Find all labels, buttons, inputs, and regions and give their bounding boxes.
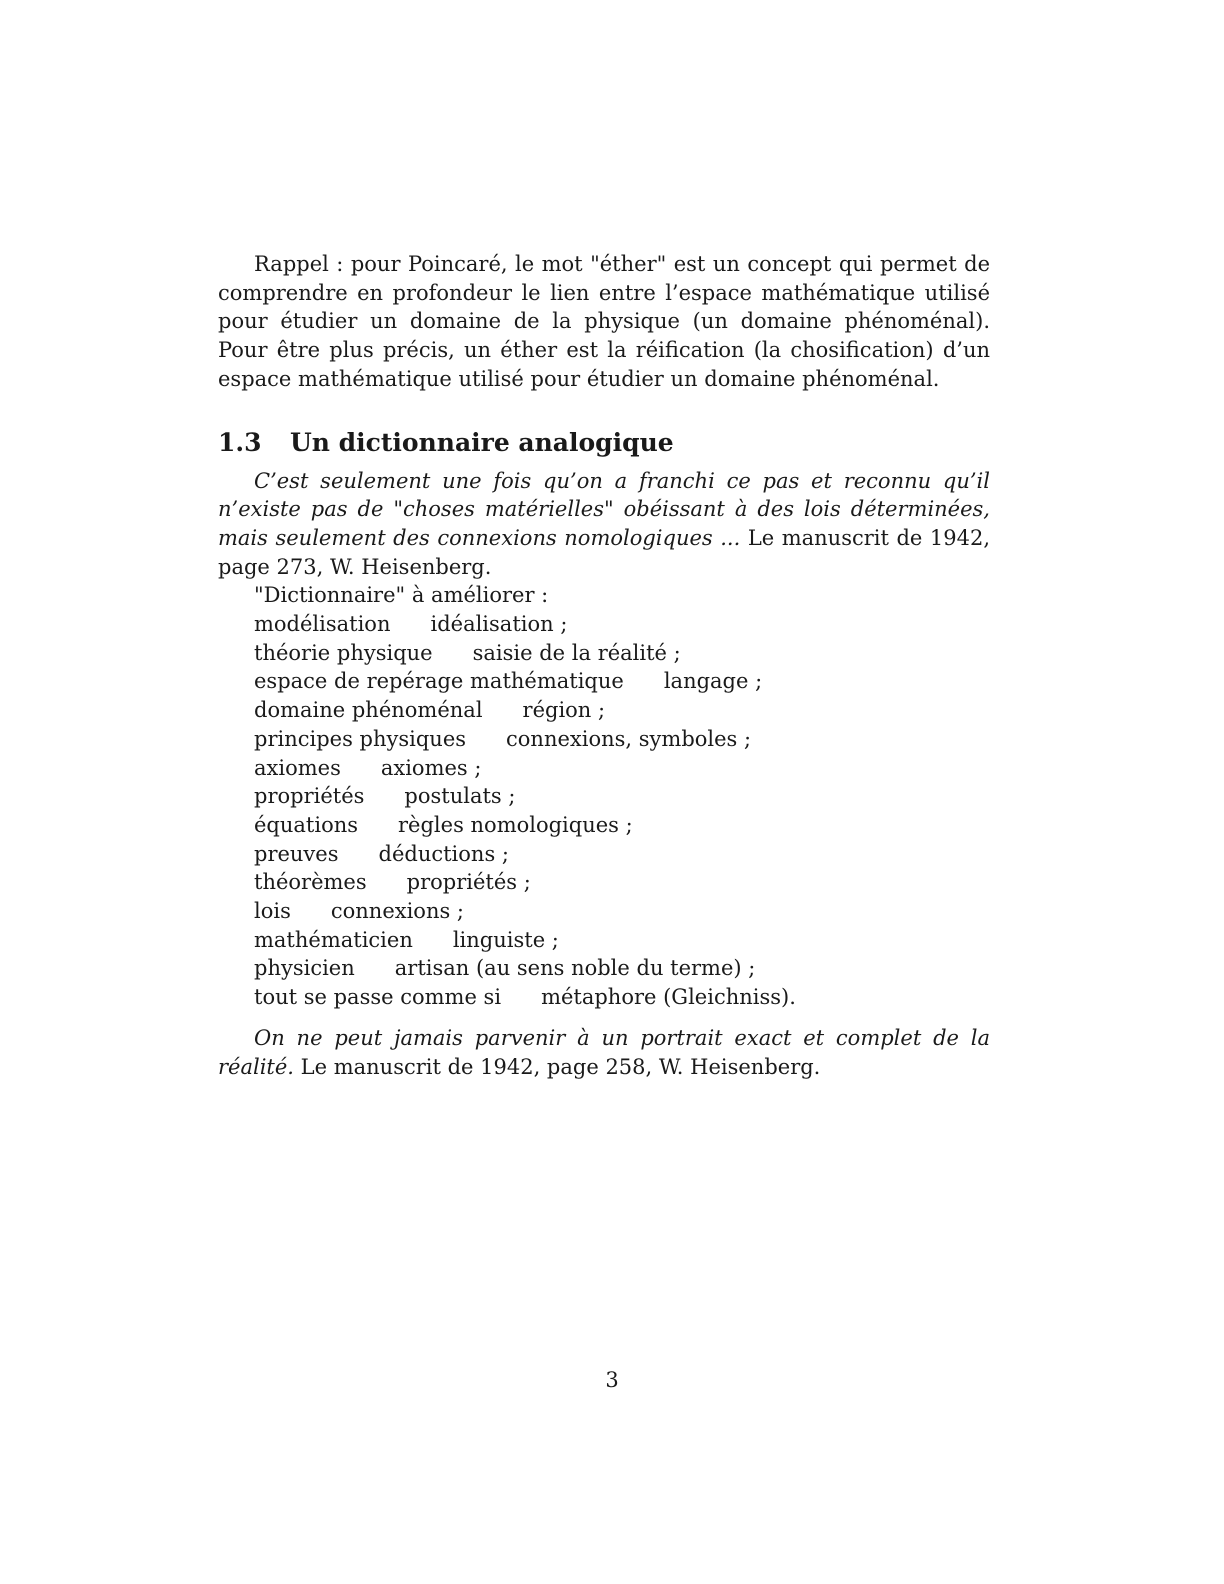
entry-analog: postulats ;	[404, 784, 516, 809]
entry-term: principes physiques	[254, 726, 467, 751]
dictionary-entry	[254, 954, 990, 983]
page-number: 3	[605, 1368, 619, 1392]
dictionary-entry	[254, 782, 990, 811]
entry-analog: langage ;	[663, 669, 763, 694]
section-title: Un dictionnaire analogique	[290, 427, 674, 457]
dictionary-entry	[254, 983, 990, 1012]
entry-term: mathématicien	[254, 927, 413, 952]
entry-term: domaine phénoménal	[254, 698, 483, 723]
section-heading	[218, 428, 990, 457]
dictionary-entry	[254, 840, 990, 869]
dictionary-entry	[254, 897, 990, 926]
entry-term: équations	[254, 812, 359, 837]
dictionary-list	[218, 610, 990, 1012]
section-number: 1.3	[218, 427, 262, 457]
entry-analog: métaphore (Gleichniss).	[541, 985, 796, 1010]
entry-term: espace de repérage mathématique	[254, 669, 624, 694]
dictionary-entry	[254, 926, 990, 955]
entry-term: propriétés	[254, 784, 365, 809]
entry-analog: connexions ;	[330, 899, 464, 924]
entry-analog: artisan (au sens noble du terme) ;	[394, 956, 756, 981]
dictionary-entry	[254, 754, 990, 783]
entry-analog: linguiste ;	[452, 927, 559, 952]
quote-2-text: On ne peut jamais parvenir à un portrait exact et complet de la réalité.	[218, 1025, 990, 1079]
quote-1-text: C’est seulement une fois qu’on a franchi ce pas et reconnu qu’il n’existe pas de "choses matérielles" obéissant à des lois déterminées, mais seulement des connexions nomologiques ...	[218, 468, 990, 550]
entry-analog: idéalisation ;	[430, 612, 568, 637]
dictionary-entry	[254, 725, 990, 754]
entry-term: axiomes	[254, 755, 341, 780]
entry-analog: axiomes ;	[380, 755, 482, 780]
document-body	[218, 250, 990, 1102]
entry-analog: règles nomologiques ;	[398, 812, 633, 837]
entry-analog: propriétés ;	[406, 870, 531, 895]
entry-term: théorèmes	[254, 870, 367, 895]
entry-analog: saisie de la réalité ;	[472, 640, 681, 665]
quote-2-citation: Le manuscrit de 1942, page 258, W. Heisenberg.	[300, 1054, 821, 1079]
entry-analog: région ;	[522, 698, 606, 723]
entry-term: théorie physique	[254, 640, 433, 665]
entry-term: modélisation	[254, 612, 391, 637]
dictionary-entry	[254, 696, 990, 725]
entry-term: preuves	[254, 841, 339, 866]
entry-analog: connexions, symboles ;	[506, 726, 752, 751]
entry-term: lois	[254, 899, 291, 924]
heisenberg-quote-1	[218, 467, 990, 582]
dictionary-entry	[254, 639, 990, 668]
dictionary-entry	[254, 811, 990, 840]
dictionary-entry	[254, 868, 990, 897]
intro-paragraph: Rappel : pour Poincaré, le mot "éther" est un concept qui permet de comprendre en profondeur le lien entre l’espace mathématique utilisé pour étudier un domaine de la physique (un domaine phénoménal). Pour être plus précis, un éther est la réification (la chosification) d’un espace mathématique utilisé pour étudier un domaine phénoménal.	[218, 252, 990, 391]
entry-term: physicien	[254, 956, 355, 981]
dictionary-entry	[254, 610, 990, 639]
entry-term: tout se passe comme si	[254, 985, 502, 1010]
entry-analog: déductions ;	[378, 841, 509, 866]
quote-1-citation: Le manuscrit de 1942, page 273, W. Heisenberg.	[218, 525, 990, 579]
dictionary-entry	[254, 667, 990, 696]
dictionary-title: "Dictionnaire" à améliorer :	[254, 583, 549, 608]
heisenberg-quote-2	[218, 1024, 990, 1081]
